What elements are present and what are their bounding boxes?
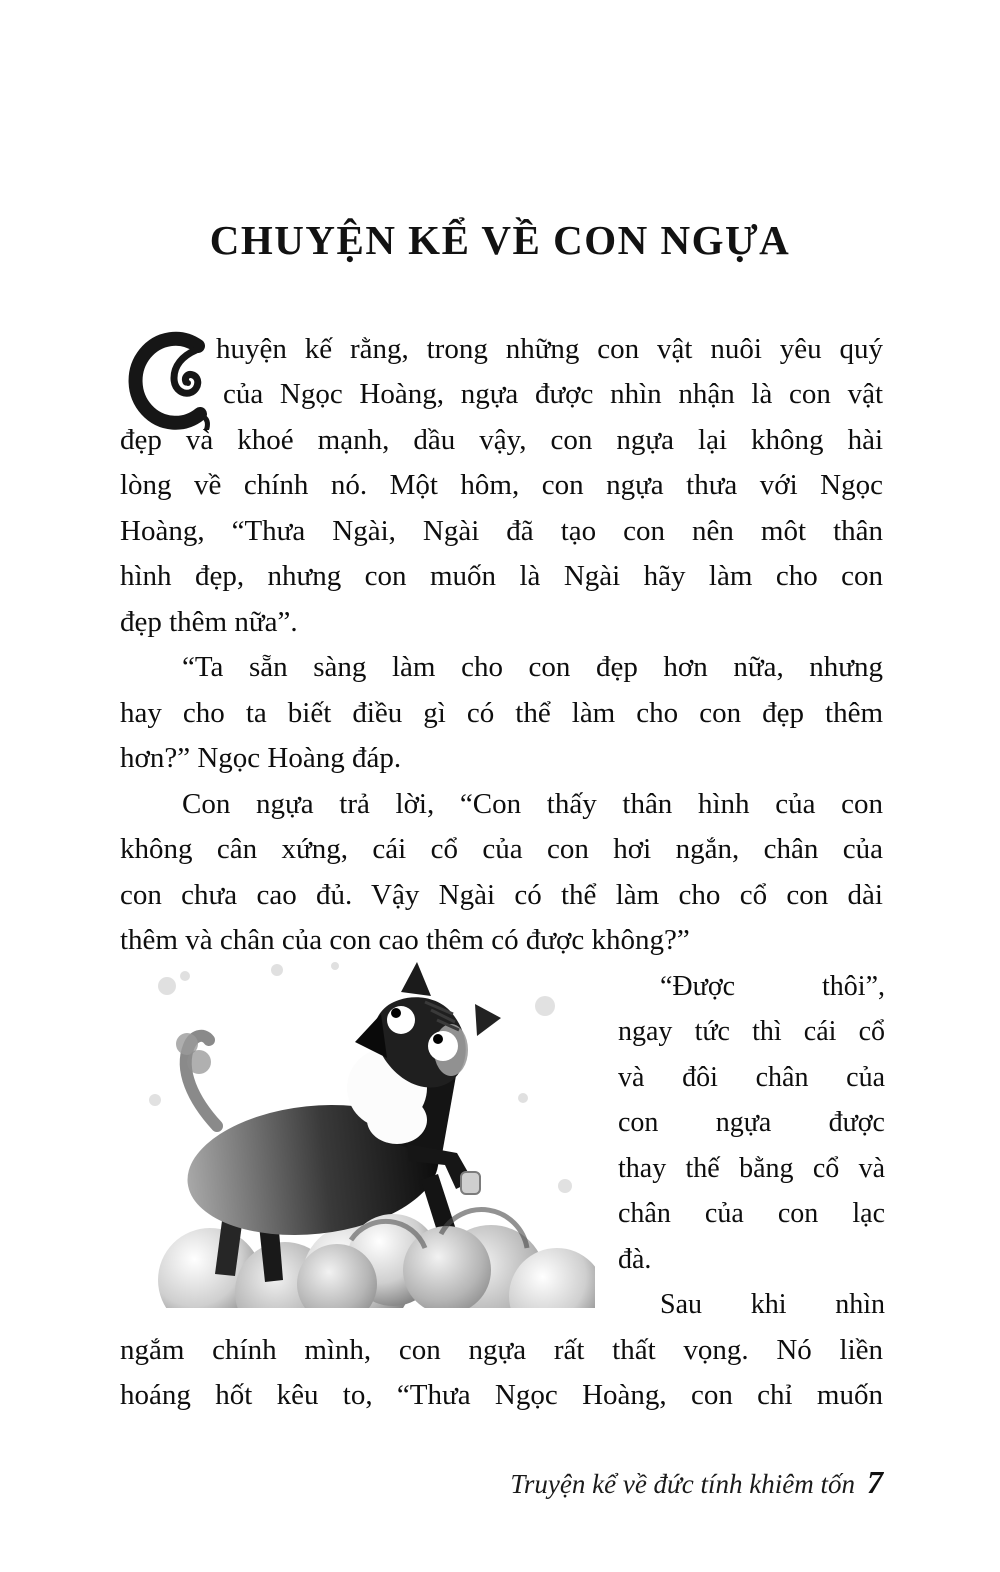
story-line: “Được thôi”,	[660, 971, 885, 1002]
story-line: huyện kế rằng, trong những con vật nuôi yêu quý	[216, 333, 883, 365]
story-line: ngắm chính mình, con ngựa rất thất vọng. Nó liền	[120, 1334, 883, 1366]
story-line: thay thế bằng cổ và	[618, 1153, 885, 1184]
footer-running-title: Truyện kể về đức tính khiêm tốn	[510, 1469, 855, 1499]
horse-illustration	[125, 948, 595, 1313]
story-line: hình đẹp, nhưng con muốn là Ngài hãy làm cho con	[120, 560, 883, 592]
story-line: Sau khi nhìn	[660, 1289, 885, 1320]
story-line: đẹp thêm nữa”.	[120, 606, 298, 638]
story-line: Con ngựa trả lời, “Con thấy thân hình của con	[182, 788, 883, 820]
story-line: và đôi chân của	[618, 1062, 885, 1093]
story-line: hơn?” Ngọc Hoàng đáp.	[120, 742, 402, 774]
story-line: con chưa cao đủ. Vậy Ngài có thể làm cho cổ con dài	[120, 879, 883, 911]
story-line: hoáng hốt kêu to, “Thưa Ngọc Hoàng, con chỉ muốn	[120, 1379, 883, 1411]
story-line: thêm và chân của con cao thêm có được không?”	[120, 924, 690, 956]
story-line: ngay tức thì cái cổ	[618, 1016, 885, 1047]
story-line: Hoàng, “Thưa Ngài, Ngài đã tạo con nên môt thân	[120, 515, 883, 547]
story-line: không cân xứng, cái cổ của con hơi ngắn, chân của	[120, 833, 883, 865]
page-number: 7	[867, 1464, 883, 1500]
story-line: đà.	[618, 1244, 652, 1275]
story-line: chân của con lạc	[618, 1198, 885, 1229]
story-line: “Ta sẵn sàng làm cho con đẹp hơn nữa, nhưng	[182, 651, 883, 683]
page-title: CHUYỆN KỂ VỀ CON NGỰA	[209, 217, 791, 263]
page-footer	[0, 1464, 883, 1501]
story-line: đẹp và khoé mạnh, dầu vậy, con ngựa lại không hài	[120, 424, 883, 456]
horse-illustration-icon	[125, 948, 595, 1308]
story-line: hay cho ta biết điều gì có thể làm cho con đẹp thêm	[120, 697, 883, 729]
story-line: của Ngọc Hoàng, ngựa được nhìn nhận là con vật	[223, 378, 883, 410]
story-line: con ngựa được	[618, 1107, 885, 1138]
story-line: lòng về chính nó. Một hôm, con ngựa thưa với Ngọc	[120, 469, 883, 501]
